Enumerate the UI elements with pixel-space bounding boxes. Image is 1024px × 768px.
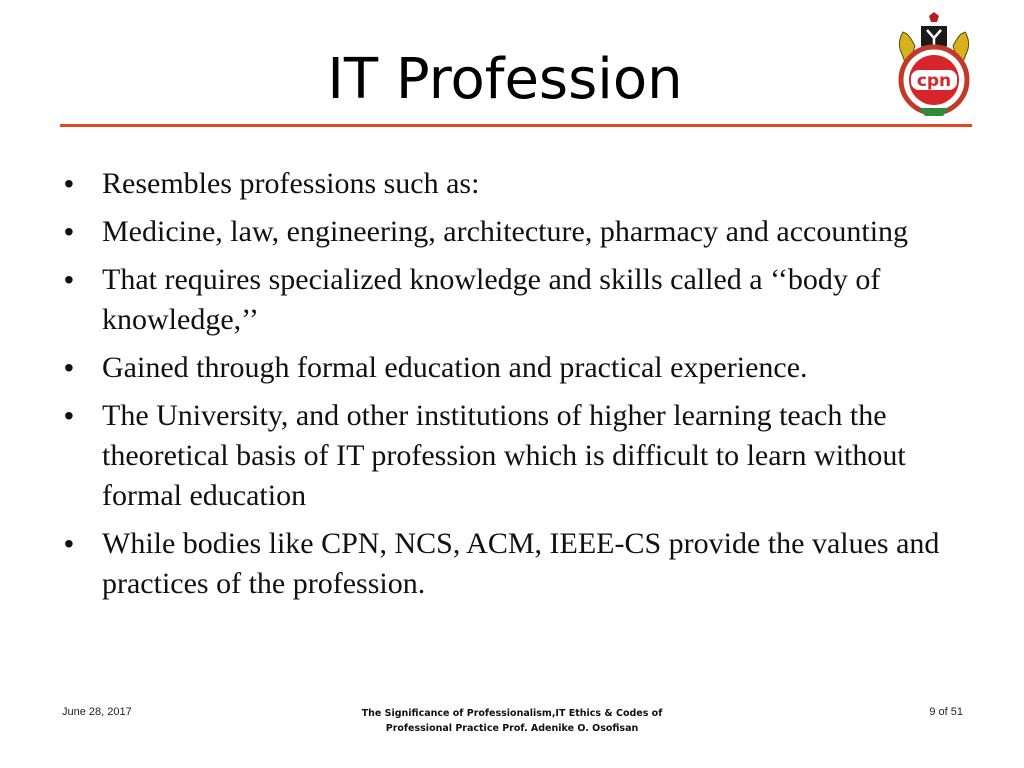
bullet-text: Medicine, law, engineering, architecture, pharmacy and accounting (102, 215, 909, 248)
bullet-item (60, 260, 970, 340)
bullet-item (60, 524, 970, 604)
footer-title-line1: The Significance of Professionalism,IT Ethics & Codes of (361, 708, 663, 719)
cpn-coat-of-arms-logo (893, 12, 975, 120)
bullet-text: The University, and other institutions of higher learning teach the theoretical basis of IT profession which is difficult to learn without formal education (102, 399, 906, 512)
logo-text: cpn (916, 71, 952, 91)
bullet-text: Gained through formal education and practical experience. (102, 351, 808, 384)
bullet-list (60, 164, 970, 612)
footer-date: June 28, 2017 (62, 706, 132, 718)
bullet-item (60, 396, 970, 516)
bullet-icon: • (64, 168, 74, 199)
bullet-icon: • (64, 264, 74, 295)
slide-title: IT Profession (327, 47, 683, 112)
bullet-icon: • (64, 216, 74, 247)
bullet-text: That requires specialized knowledge and skills called a ‘‘body of knowledge,’’ (102, 263, 881, 336)
bullet-item (60, 348, 970, 388)
footer-title-line2: Professional Practice Prof. Adenike O. Osofisan (385, 723, 639, 734)
bullet-icon: • (64, 400, 74, 431)
bullet-icon: • (64, 528, 74, 559)
bullet-item (60, 164, 970, 204)
footer-title (352, 706, 672, 736)
title-underline (60, 124, 972, 127)
bullet-icon: • (64, 352, 74, 383)
bullet-item (60, 212, 970, 252)
bullet-text: While bodies like CPN, NCS, ACM, IEEE-CS provide the values and practices of the profession. (102, 527, 940, 600)
footer-page-number: 9 of 51 (929, 706, 963, 718)
bullet-text: Resembles professions such as: (102, 167, 480, 200)
